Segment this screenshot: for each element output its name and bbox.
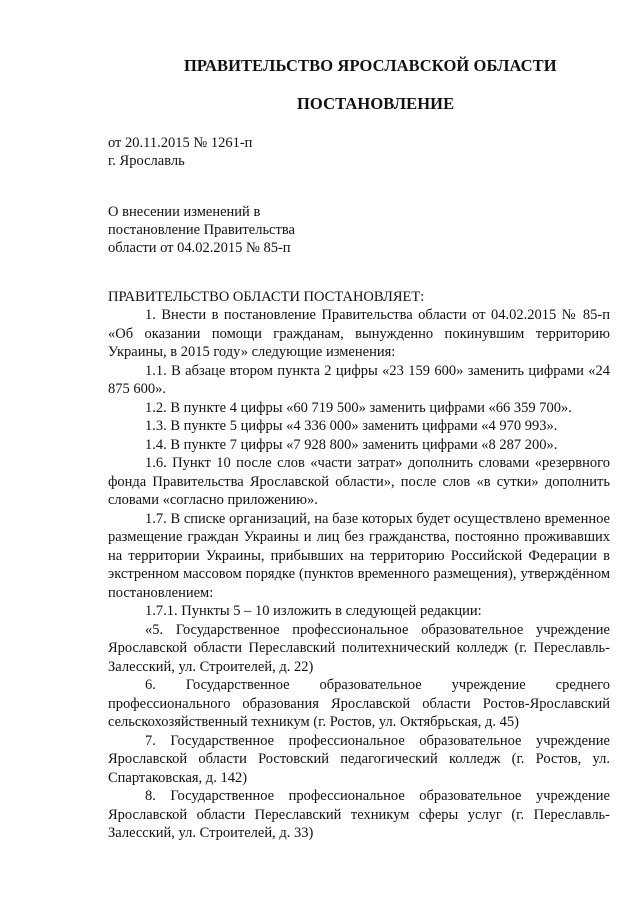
paragraph-1-6: 1.6. Пункт 10 после слов «части затрат» дополнить словами «резервного фонда Правительства Ярославской области», после слов «в сутки» дополнить словами «согласно приложению».	[108, 455, 610, 508]
paragraph-1-7: 1.7. В списке организаций, на базе которых будет осуществлено временное размещение граждан Украины и лиц без гражданства, постоянно проживавших на территории Украины, прибывших на территорию Российской Федерации в экстренном массовом порядке (пунктов временного размещения), утверждённом постановлением:	[108, 510, 610, 601]
paragraph-1-2: 1.2. В пункте 4 цифры «60 719 500» заменить цифрами «66 359 700».	[145, 399, 572, 416]
subject-line-3: области от 04.02.2015 № 85-п	[108, 240, 291, 256]
decree-intro: ПРАВИТЕЛЬСТВО ОБЛАСТИ ПОСТАНОВЛЯЕТ:	[108, 289, 425, 305]
paragraph-1-4: 1.4. В пункте 7 цифры «7 928 800» заменить цифрами «8 287 200».	[145, 436, 558, 453]
paragraph-1-3: 1.3. В пункте 5 цифры «4 336 000» заменить цифрами «4 970 993».	[145, 418, 558, 434]
city: г. Ярославль	[108, 153, 185, 169]
government-title: ПРАВИТЕЛЬСТВО ЯРОСЛАВСКОЙ ОБЛАСТИ	[184, 56, 557, 75]
paragraph-1-1: 1.1. В абзаце втором пункта 2 цифры «23 159 600» заменить цифрами «24 875 600».	[108, 362, 610, 397]
document-type-title: ПОСТАНОВЛЕНИЕ	[297, 94, 455, 113]
subject-line-2: постановление Правительства	[108, 222, 295, 238]
decree-body	[108, 306, 610, 843]
list-item-5: «5. Государственное профессиональное образовательное учреждение Ярославской области Переславский политехнический колледж (г. Переславль-Залесский, ул. Строителей, д. 22)	[108, 621, 610, 675]
date-number: от 20.11.2015 № 1261-п	[108, 135, 253, 151]
list-item-8: 8. Государственное профессиональное образовательное учреждение Ярославской области Переславский техникум сферы услуг (г. Переславль-Залесский, ул. Строителей, д. 33)	[108, 788, 610, 841]
list-item-6: 6. Государственное образовательное учреждение среднего профессионального образования Ярославской области Ростов-Ярославский сельскохозяйственный техникум (г. Ростов, ул. Октябрьская, д. 45)	[108, 677, 610, 730]
paragraph-1-7-1: 1.7.1. Пункты 5 – 10 изложить в следующей редакции:	[145, 603, 482, 619]
list-item-7: 7. Государственное профессиональное образовательное учреждение Ярославской области Ростовский педагогический колледж (г. Ростов, ул. Спартаковская, д. 142)	[108, 732, 610, 786]
paragraph-1: 1. Внести в постановление Правительства области от 04.02.2015 № 85-п «Об оказании помощи гражданам, вынужденно покинувшим территорию Украины, в 2015 году» следующие изменения:	[108, 307, 610, 360]
subject-line-1: О внесении изменений в	[108, 204, 261, 220]
